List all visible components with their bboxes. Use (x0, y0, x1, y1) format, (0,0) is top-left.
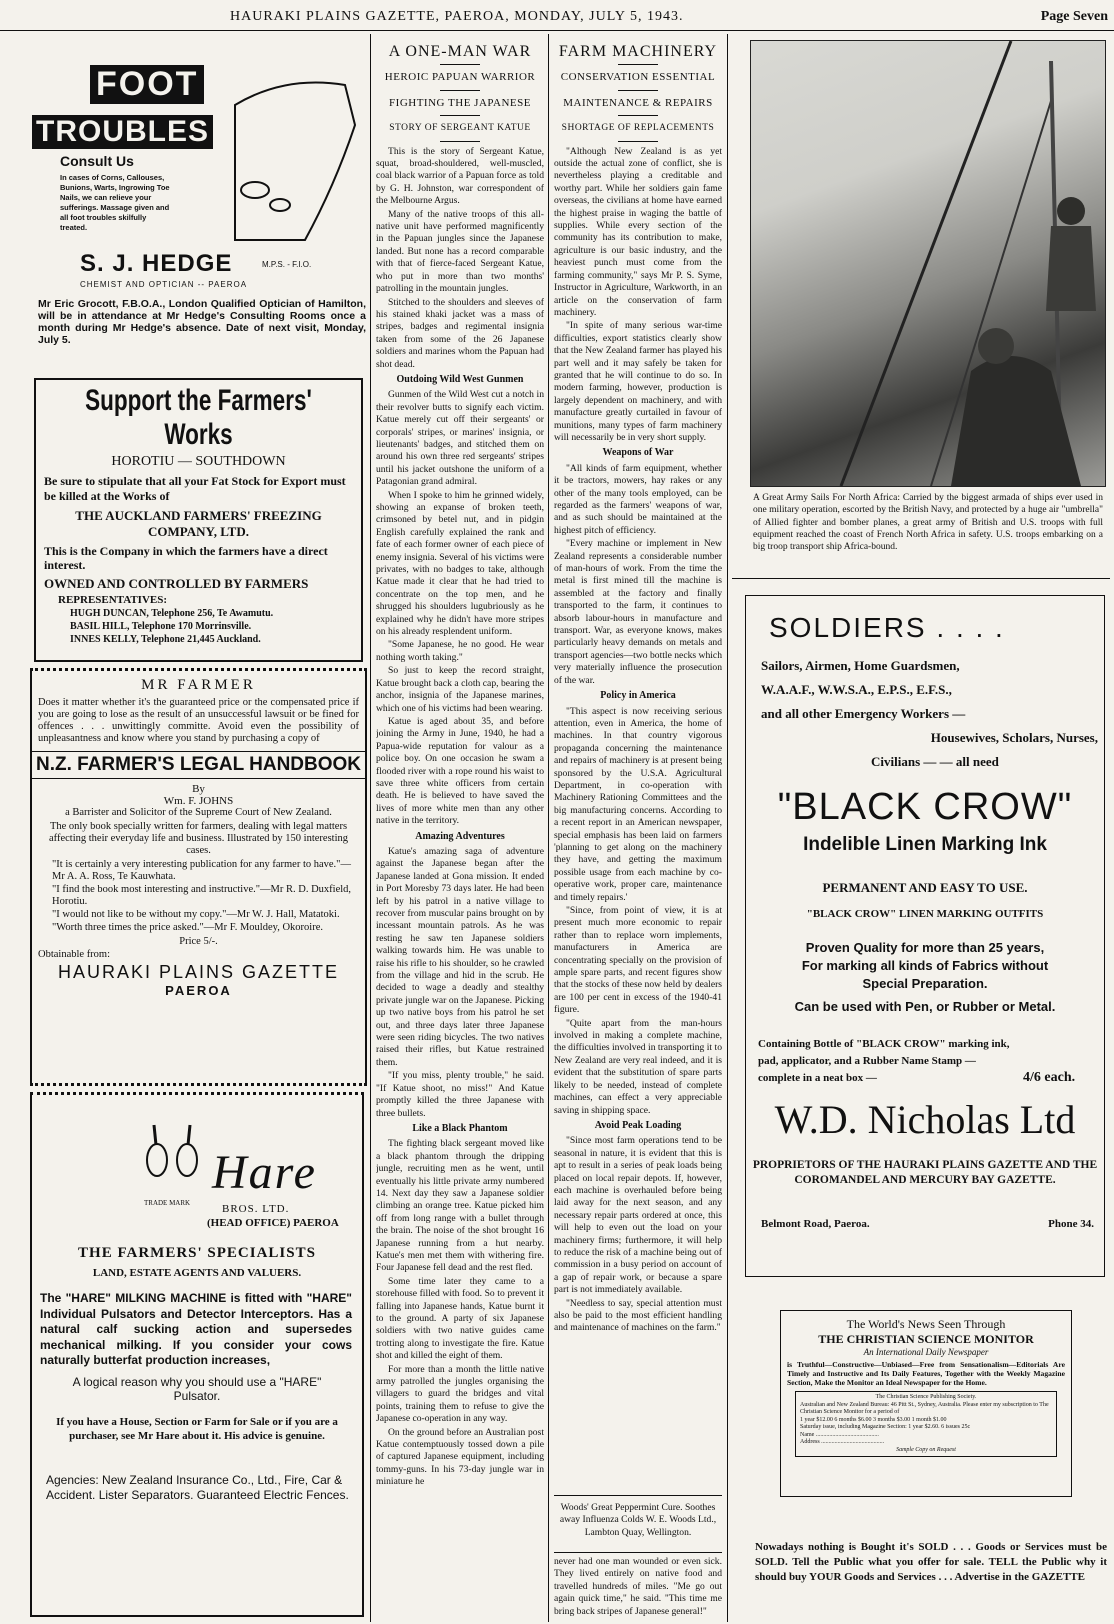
mr-farmer-author-desc: a Barrister and Solicitor of the Supreme Court of New Zealand. (65, 807, 332, 818)
mr-farmer-gazette: HAURAKI PLAINS GAZETTE (57, 962, 340, 982)
subheading: Weapons of War (602, 447, 674, 459)
subheading: Policy in America (600, 690, 676, 702)
black-crow-perm: PERMANENT AND EASY TO USE. (822, 880, 1028, 895)
monitor-addr-field: Address .......................................... (800, 1439, 885, 1445)
farmers-works-line2: This is the Company in which the farmers have a direct interest. (44, 544, 328, 572)
farmers-works-sub: HOROTIU — SOUTHDOWN (111, 454, 286, 469)
paragraph: "If you miss, plenty trouble," he said. "If Katue shoot, no miss!" And Katue promptly killed the three Japanese with three bullets. (376, 1070, 544, 1119)
one-man-war-sub2: FIGHTING THE JAPANESE (389, 96, 531, 109)
one-man-war-title: A ONE-MAN WAR (388, 43, 532, 60)
paragraph: This is the story of Sergeant Katue, squat, broad-shouldered, well-muscled, coal black warrior of a Papuan force as told by G. H. Johnston, war correspondent of the Melbourne Argus. (376, 145, 544, 207)
hare-milking: The "HARE" MILKING MACHINE is fitted with "HARE" Individual Pulsators and Detector Interceptors. Has a natural calf sucking action and supersedes mechanical milking. If you consider your cows naturally butterfat production increases, (40, 1291, 352, 1367)
black-crow-list3: and all other Emergency Workers — (761, 706, 966, 721)
subheading: Avoid Peak Loading (594, 1119, 682, 1131)
foot-quals: M.P.S. - F.I.O. (262, 260, 312, 269)
black-crow-prop: PROPRIETORS OF THE HAURAKI PLAINS GAZETTE AND THE COROMANDEL AND MERCURY BAY GAZETTE. (752, 1159, 1098, 1186)
paragraph: "Since most farm operations tend to be seasonal in nature, it is evident that this is apt to result in a series of peak loads being placed on local repair depots. If, however, each machine is overhauled before being laid away for the next season, and any necessary repair parts ordered at once, this will help to even out the load on your machinery firms; furthermore, it will help to reduce the risk of a machine being out of commission in a busy period on account of a gap of repair work, or because a spare part is not immediately available. (554, 1135, 722, 1296)
black-crow-addr: Belmont Road, Paeroa. (761, 1218, 870, 1230)
paragraph: "Since, from point of view, it is at present much more economic to repair rather than to replace worn implements, manufacturers in America are concentrating specially on the provision of ample spare parts, and recent figures show that the stocks of these now held by dealers are 100 per cent in excess of the 1940-41 figure. (554, 905, 722, 1016)
one-man-war-article (376, 40, 544, 1620)
monitor-ad (780, 1310, 1072, 1497)
foot-logo-bottom: TROUBLES (32, 115, 213, 149)
woods-peppermint-ad (554, 1495, 722, 1552)
monitor-form (795, 1391, 1057, 1457)
troop-ship-photo (750, 40, 1106, 487)
monitor-name-label: Name (800, 1431, 815, 1438)
foot-troubles-ad (30, 55, 365, 355)
column-rule (548, 34, 549, 1622)
mr-farmer-title: MR FARMER (141, 677, 256, 693)
foot-note: Mr Eric Grocott, F.B.O.A., London Qualified Optician of Hamilton, will be in attendance at Mr Hedge's Consulting Rooms once a month during Mr Hedge's absence. Date of next visit, Monday, July 5. (38, 298, 366, 346)
monitor-sub: An International Daily Newspaper (863, 1347, 989, 1357)
masthead-title: HAURAKI PLAINS GAZETTE, PAEROA, MONDAY, JULY 5, 1943. (230, 9, 684, 24)
hare-agencies: Agencies: New Zealand Insurance Co., Ltd., Fire, Car & Accident. Lister Separators. Guaranteed Electric Fences. (46, 1473, 349, 1502)
farmers-works-rep2: BASIL HILL, Telephone 170 Morrinsville. (70, 621, 252, 632)
paragraph: never had one man wounded or even sick. They lived entirely on native food and travelled hundreds of miles. "Me go out again quick time," he said. "This time me bring back stripes of Japanese general!" (554, 1556, 722, 1617)
mr-farmer-desc: The only book specially written for farmers, dealing with legal matters affecting their everyday life and business. Illustrated by 150 interesting cases. (49, 821, 348, 856)
black-crow-proven3: Special Preparation. (862, 976, 988, 991)
farmers-works-line1: Be sure to stipulate that all your Fat Stock for Export must be killed at the Works of (44, 474, 346, 503)
monitor-saturday: Saturday issue, including Magazine Section: 1 year $2.60. 6 issues 25c (800, 1424, 971, 1430)
subheading: Amazing Adventures (415, 830, 505, 842)
farmers-works-rep1: HUGH DUNCAN, Telephone 256, Te Awamutu. (70, 608, 274, 619)
farmers-works-rep3: INNES KELLY, Telephone 21,445 Auckland. (70, 634, 261, 645)
farm-machinery-sub3: SHORTAGE OF REPLACEMENTS (561, 123, 715, 134)
farm-machinery-title: FARM MACHINERY (558, 43, 718, 60)
subheading: Outdoing Wild West Gunmen (396, 373, 524, 385)
monitor-line1: The World's News Seen Through (846, 1317, 1006, 1331)
mr-farmer-quote-2: "I find the book most interesting and instructive."—Mr R. D. Duxfield, Horotiu. (52, 884, 352, 907)
page-number: Page Seven (1040, 9, 1108, 24)
black-crow-price: 4/6 each. (1023, 1070, 1076, 1085)
black-crow-nicholas: W.D. Nicholas Ltd (774, 1097, 1076, 1142)
paragraph: Many of the native troops of this all-native unit have performed magnificently in the Papuan jungles since the Japanese landed. But none has a record comparable with that of fierce-faced Sergeant Katue, who put in more than two months' patrolling in the mountain jungles. (376, 208, 544, 295)
paragraph: When I spoke to him he grinned widely, showing an expanse of broken teeth, crimsoned by betel nut, and in pidgin English carefully explained the rank and fate of each former owner of each piece of enemy insignia. Several of his victims were privates, with no badges to take, although Katue made it clear that he had tried to concentrate on the top men, and he shrugged his shoulders lugubriously as he explained why he didn't have more stripes on his already resplendent uniform. (376, 489, 544, 638)
paragraph: "Some Japanese, he no good. He wear nothing worth taking." (376, 639, 544, 663)
mr-farmer-quote-3: "I would not like to be without my copy."—Mr W. J. Hall, Matatoki. (52, 909, 340, 920)
black-crow-phone: Phone 34. (1048, 1218, 1094, 1230)
paragraph: The fighting black sergeant moved like a black phantom through the dripping jungle, recruiting men as he went, until eventually his little private army numbered 14. Next day they saw a Japanese soldier climbing an orange tree. Katue picked him off from long range with a bullet through the brain. The noise of the shot brought 16 Japanese running from a hut nearby. Katue's men met them with withering fire. Four Japanese fell dead and the rest fled. (376, 1138, 544, 1274)
farmers-works-ad (34, 378, 363, 662)
paragraph: "In spite of many serious war-time difficulties, export statistics clearly show that the New Zealand farmer has played his part well and it may safely be taken for granted that he will continue to do so. In modern farming, however, production is largely dependent on machinery, and with manufacture greatly curtailed in favour of munitions, many types of farm machinery will necessarily be in very short supply. (554, 320, 722, 443)
paragraph: On the ground before an Australian post Katue contemptuously tossed down a pile of captured Japanese equipment, including tommy-guns. In his 73-day jungle war in miniature he (376, 1426, 544, 1488)
divider (618, 90, 658, 91)
column-rule (370, 34, 371, 1622)
divider (618, 141, 658, 142)
monitor-name-field: Name .......................................... (800, 1431, 879, 1438)
mr-farmer-quote-4: "Worth three times the price asked."—Mr F. Mouldey, Okoroire. (52, 922, 323, 933)
page-header (0, 0, 1114, 30)
hare-ad (30, 1092, 364, 1617)
mr-farmer-price: Price 5/-. (179, 936, 218, 947)
black-crow-contains: Containing Bottle of "BLACK CROW" marking ink, pad, applicator, and a Rubber Name Stamp — complete in a neat box — (758, 1038, 1010, 1084)
hare-office: (HEAD OFFICE) PAEROA (207, 1217, 339, 1229)
mr-farmer-place: PAEROA (165, 983, 232, 998)
foot-body: In cases of Corns, Callouses, Bunions, Warts, Ingrowing Toe Nails, we can relieve your sufferings. Massage given and all foot troubles skilfully treated. (60, 173, 170, 232)
paragraph: Some time later they came to a storehouse filled with food. So to prevent it falling into Japanese hands, Katue burnt it to the ground. A party of six Japanese soldiers with two native guides came trotting along to investigate the fire. Katue shot and killed the eight of them. (376, 1275, 544, 1362)
farmers-works-company: THE AUCKLAND FARMERS' FREEZING COMPANY, LTD. (75, 508, 322, 539)
monitor-society: The Christian Science Publishing Society. (875, 1394, 977, 1400)
photo-caption: A Great Army Sails For North Africa: Carried by the biggest armada of ships ever used in one military operation, escorted by the British Navy, and protected by a huge air "umbrella" of Allied fighter and bomber planes, a great army of British and U.S. troops with full equipment reached the coast of French North Africa in safety. U.S. troops embarking on a big troop transport ship Africa-bound. (753, 493, 1103, 553)
black-crow-sub: Indelible Linen Marking Ink (803, 834, 1047, 855)
paragraph: For more than a month the little native army patrolled the jungles organising the villagers to guard the bridges and vital points, training them to refuse to give the Japanese co-operation in any way. (376, 1363, 544, 1425)
farm-machinery-sub1: CONSERVATION ESSENTIAL (560, 71, 716, 84)
black-crow-list2: W.A.A.F., W.W.S.A., E.P.S., E.F.S., (761, 682, 952, 697)
column-rule (727, 34, 728, 1622)
paragraph: "Although New Zealand is as yet outside the actual zone of conflict, she is nevertheless playing a creditable and worthy part. While her soldiers gain fame overseas, the civilians at home have earned the highest praise in waging the battle of supplies. While every section of the community has its contribution to make, agriculture is our basic industry, and the heaviest punch must come from the farming community," says Mr P. S. Syme, Instructor in Agriculture, Warkworth, in an article on the conservation of farm machinery. (554, 145, 722, 318)
monitor-form-text: Australian and New Zealand Bureau: 46 Pitt St., Sydney, Australia. Please enter my subscription to The Christian Science Monitor for a period of (800, 1401, 1049, 1415)
divider (440, 141, 480, 142)
mr-farmer-author: Wm. F. JOHNS (163, 795, 234, 807)
mr-farmer-by: By (192, 783, 205, 795)
paragraph: Katue's amazing saga of adventure against the Japanese began after the Japanese landed at Gona mission. It ended in Port Moresby 73 days later. He had been left by his patrol in a native village to recover from muscular pains brought on by incessant mountain patrols. As he was resting he saw ten Japanese soldiers walking towards him. He was unable to raise his rifle to his shoulder, so he crawled from the village and hid in the scrub. He decided to wage a deadly and stealthy private jungle war on the Japanese. Picking up two native boys from his patrol he set out, and three days later three Japanese were seen riding bicycles. The two natives raised their rifles, but Katue restrained them. (376, 845, 544, 1068)
foot-consult: Consult Us (60, 153, 134, 169)
paragraph: So just to keep the record straight, Katue brought back a cloth cap, bearing the anchor, insignia of the Japanese marines, which one of his victims had been wearing. (376, 665, 544, 714)
black-crow-ad (745, 595, 1105, 1277)
monitor-rates: 1 year $12.00 6 months $6.00 3 months $3.00 1 month $1.00 (800, 1416, 947, 1423)
hare-logo: Hare (212, 1146, 317, 1199)
black-crow-name: "BLACK CROW" (777, 786, 1073, 828)
paragraph: "Needless to say, special attention must also be paid to the most efficient handling and maintenance of machines on the farm." (554, 1297, 722, 1334)
hare-reason: A logical reason why you should use a "HARE" Pulsator. (72, 1375, 322, 1403)
foot-hedge-name: S. J. HEDGE (80, 250, 233, 277)
one-man-war-sub1: HEROIC PAPUAN WARRIOR (384, 71, 536, 84)
foot-illustration-icon (225, 65, 365, 255)
black-crow-list5: Civilians — — all need (871, 754, 999, 769)
foot-role: CHEMIST AND OPTICIAN -- PAEROA (80, 280, 248, 289)
paragraph: "Every machine or implement in New Zealand represents a considerable number of man-hours of work. From the time the metal is first mined till the machine is assembled at the factory and finally transported to the farm, it continues to absorb labour-hours in manufacture and transport. War, as everyone knows, makes particularly heavy demands on metals and transport agencies—two bottle necks which very materially influence the prosecution of the war. (554, 538, 722, 686)
black-crow-list1: Sailors, Airmen, Home Guardsmen, (761, 658, 960, 673)
hare-specialists: THE FARMERS' SPECIALISTS (78, 1245, 316, 1261)
subheading: Like a Black Phantom (412, 1122, 508, 1134)
foot-logo-top: FOOT (90, 65, 204, 104)
farmers-works-reps: REPRESENTATIVES: (58, 594, 168, 606)
farmers-works-owned: OWNED AND CONTROLLED BY FARMERS (44, 576, 309, 591)
ship-rigging-icon (751, 41, 1105, 486)
hare-bros: BROS. LTD. (222, 1203, 290, 1215)
mr-farmer-quote-1: "It is certainly a very interesting publication for any farmer to have."—Mr A. A. Ross, Te Kauwhata. (52, 859, 351, 882)
one-man-war-continued (554, 1552, 722, 1624)
black-crow-proven2: For marking all kinds of Fabrics without (801, 958, 1049, 973)
divider (618, 64, 658, 65)
one-man-war-sub3: STORY OF SERGEANT KATUE (389, 123, 531, 134)
paragraph: Gunmen of the Wild West cut a notch in their revolver butts to signify each victim. Katue merely cut off their sergeants' or corporals' stripes, or marines' insignia, or lieutenants' badges, and stitched them on around his own three red sergeants' stripes until his jacket outshone the uniform of a Patagonian grand admiral. (376, 389, 544, 488)
woods-text: Woods' Great Peppermint Cure. Soothes away Influenza Colds W. E. Woods Ltd., Lambton Quay, Wellington. (559, 1502, 717, 1538)
black-crow-list4: Housewives, Scholars, Nurses, (930, 730, 1098, 745)
farm-machinery-article (554, 40, 722, 1490)
monitor-name: THE CHRISTIAN SCIENCE MONITOR (818, 1332, 1034, 1346)
divider (440, 90, 480, 91)
mr-farmer-intro: Does it matter whether it's the guaranteed price or the compensated price if you are going to lose as the result of an unsuccessful lawsuit or be fined for offences . . . unwittingly committe. Avoid even the possibility of unpleasantness and know where you stand by purchasing a copy of (38, 697, 359, 744)
black-crow-proven1: Proven Quality for more than 25 years, (805, 940, 1045, 955)
black-crow-soldiers: SOLDIERS . . . . (769, 612, 1005, 643)
hare-trademark: TRADE MARK (144, 1199, 191, 1207)
paragraph: Katue is aged about 35, and before joining the Army in June, 1940, he had a Papua-wide reputation for valour as a police boy. On one occasion he swam a flooded river with a rope round his waist to save three white officers from certain death. He is believed to have saved the lives of more white men than any other native in the territory. (376, 715, 544, 827)
farmers-works-title: Support the Farmers' Works (85, 384, 312, 451)
hare-agents: LAND, ESTATE AGENTS AND VALUERS. (92, 1267, 302, 1279)
mr-farmer-ad (30, 668, 367, 1086)
monitor-desc: is Truthful—Constructive—Unbiased—Free from Sensationalism—Editorials Are Timely and Instructive and Its Daily Features, Together with the Weekly Magazine Section, Make the Monitor an Ideal Newspaper for the Home. (787, 1360, 1065, 1387)
paragraph: "Quite apart from the man-hours involved in making a complete machine, the difficulties involved in transporting it to New Zealand are very real indeed, and it is evident that the substitution of spare parts likely to be needed, instead of complete machines, can effect a very appreciable saving in shipping space. (554, 1017, 722, 1116)
paragraph: "All kinds of farm equipment, whether it be tractors, mowers, hay rakes or any other of the many tools employed, can be regarded as the farmers' weapons of war, and as such should be maintained at the highest pitch of efficiency. (554, 462, 722, 536)
hare-house: If you have a House, Section or Farm for Sale or if you are a purchaser, see Mr Hare about it. His advice is genuine. (56, 1416, 338, 1442)
mr-farmer-obtain: Obtainable from: (38, 949, 111, 960)
sold-ad: Nowadays nothing is Bought it's SOLD . . . Goods or Services must be SOLD. Tell the Public what you offer for sale. TELL the Public why it should buy YOUR Goods and Services . . . Advertise in the GAZETTE (755, 1541, 1107, 1583)
black-crow-pen: Can be used with Pen, or Rubber or Metal. (794, 999, 1056, 1014)
farm-machinery-sub2: MAINTENANCE & REPAIRS (563, 96, 713, 109)
mr-farmer-book: N.Z. FARMER'S LEGAL HANDBOOK (32, 751, 365, 779)
caption-rule (732, 578, 1110, 579)
monitor-addr-label: Address (800, 1439, 820, 1445)
divider (440, 115, 480, 116)
header-rule (0, 30, 1114, 31)
monitor-sample: Sample Copy on Request (896, 1446, 956, 1453)
paragraph: Stitched to the shoulders and sleeves of his stained khaki jacket was a mass of stripes, badges and regimental insignia taken from some of the 26 Japanese soldiers and marines whom the Papuan had shot dead. (376, 296, 544, 370)
paragraph: "This aspect is now receiving serious attention, even in America, the home of machines. In that country vigorous propaganda concerning the maintenance and repairs of machinery is at present being sponsored by the U.S.A. Agricultural Department, in co-operation with Machinery Rationing Committees and the big manufacturing concerns. According to a recent report in an American newspaper, special emphasis has been laid on farmers 'planning to get along on the machinery they have, and getting the maximum possible usage from each machine by co-operative work, proper care, maintenance and timely repairs.' (554, 705, 722, 903)
black-crow-outfits: "BLACK CROW" LINEN MARKING OUTFITS (806, 908, 1044, 920)
divider (440, 64, 480, 65)
divider (618, 115, 658, 116)
rabbits-icon (142, 1115, 202, 1195)
